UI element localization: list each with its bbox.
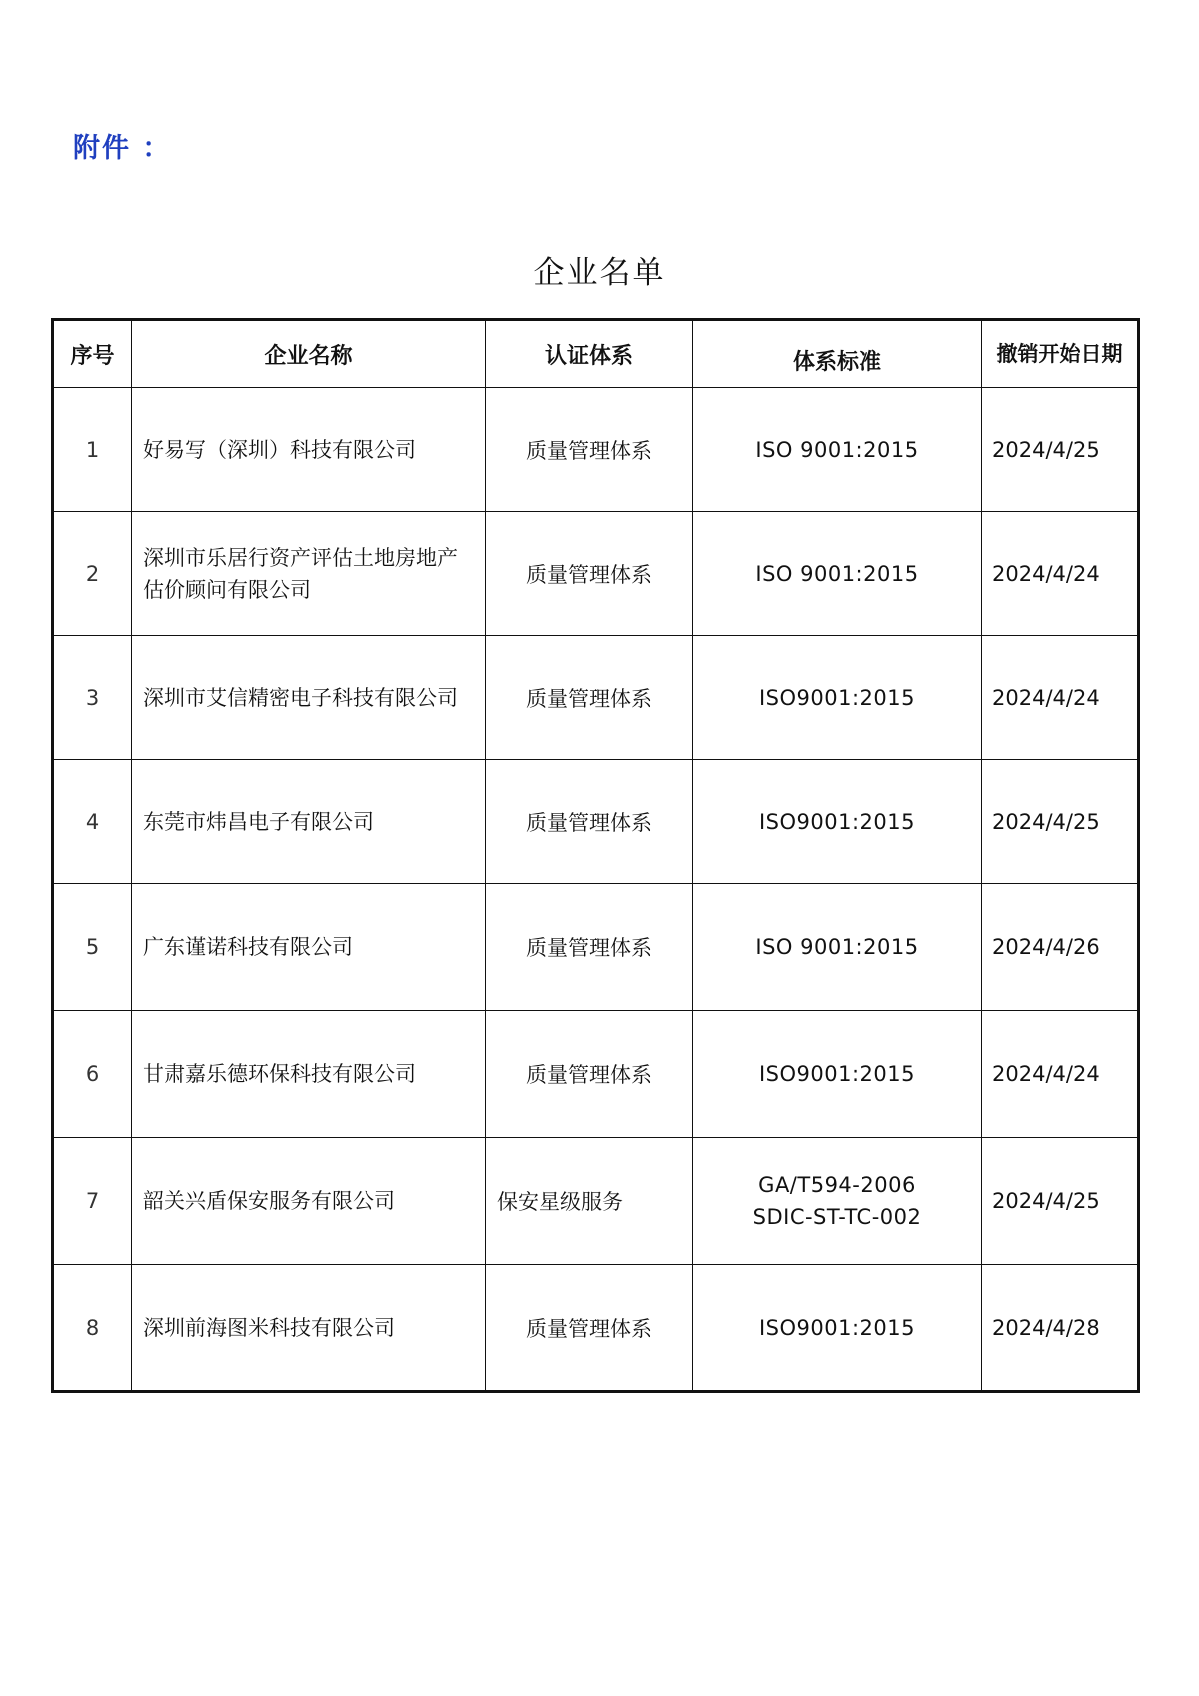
cell-serial-number: 3 — [53, 636, 132, 760]
cell-revocation-date: 2024/4/26 — [982, 884, 1139, 1011]
cell-company-name: 深圳市乐居行资产评估土地房地产估价顾问有限公司 — [132, 512, 486, 636]
table-body — [53, 388, 1139, 1392]
page-title: 企业名单 — [533, 255, 666, 291]
table-row — [53, 884, 1139, 1011]
cell-revocation-date: 2024/4/25 — [982, 760, 1139, 884]
header-system-standard: 体系标准 — [693, 320, 982, 388]
cell-certification-system: 质量管理体系 — [486, 884, 693, 1011]
cell-company-name: 东莞市炜昌电子有限公司 — [132, 760, 486, 884]
cell-revocation-date: 2024/4/24 — [982, 636, 1139, 760]
cell-system-standard — [693, 1011, 982, 1138]
cell-system-standard — [693, 1265, 982, 1392]
cell-serial-number: 2 — [53, 512, 132, 636]
cell-system-standard — [693, 884, 982, 1011]
cell-certification-system: 质量管理体系 — [486, 636, 693, 760]
cell-serial-number: 6 — [53, 1011, 132, 1138]
cell-company-name: 广东谨诺科技有限公司 — [132, 884, 486, 1011]
cell-system-standard — [693, 1138, 982, 1265]
cell-revocation-date: 2024/4/24 — [982, 512, 1139, 636]
company-list-table — [51, 318, 1140, 1393]
table-header-row — [53, 320, 1139, 388]
standard-code: ISO9001:2015 — [758, 809, 915, 834]
table-row — [53, 388, 1139, 512]
cell-serial-number: 1 — [53, 388, 132, 512]
cell-system-standard — [693, 636, 982, 760]
standard-code: GA/T594-2006 — [758, 1173, 916, 1197]
table-row — [53, 1265, 1139, 1392]
cell-revocation-date: 2024/4/25 — [982, 388, 1139, 512]
cell-revocation-date: 2024/4/24 — [982, 1011, 1139, 1138]
cell-system-standard — [693, 760, 982, 884]
standard-code: ISO9001:2015 — [758, 1062, 915, 1086]
header-serial-number: 序号 — [53, 320, 132, 388]
table-row — [53, 512, 1139, 636]
header-revocation-start-date: 撤销开始日期 — [982, 320, 1139, 388]
cell-revocation-date: 2024/4/28 — [982, 1265, 1139, 1392]
header-certification-system: 认证体系 — [486, 320, 693, 388]
cell-certification-system: 质量管理体系 — [486, 760, 693, 884]
cell-system-standard — [693, 512, 982, 636]
cell-company-name: 好易写（深圳）科技有限公司 — [132, 388, 486, 512]
cell-system-standard — [693, 388, 982, 512]
cell-serial-number: 4 — [53, 760, 132, 884]
standard-code: ISO 9001:2015 — [755, 561, 919, 586]
table-row — [53, 760, 1139, 884]
table-row — [53, 1138, 1139, 1265]
attachment-label: 附件 ： — [73, 133, 172, 164]
cell-revocation-date: 2024/4/25 — [982, 1138, 1139, 1265]
header-company-name: 企业名称 — [132, 320, 486, 388]
standard-code: SDIC-ST-TC-002 — [752, 1205, 922, 1229]
cell-certification-system: 质量管理体系 — [486, 1265, 693, 1392]
cell-certification-system: 质量管理体系 — [486, 1011, 693, 1138]
cell-certification-system: 质量管理体系 — [486, 388, 693, 512]
standard-code: ISO 9001:2015 — [755, 935, 919, 959]
cell-company-name: 深圳前海图米科技有限公司 — [132, 1265, 486, 1392]
cell-serial-number: 5 — [53, 884, 132, 1011]
table-row — [53, 1011, 1139, 1138]
cell-serial-number: 8 — [53, 1265, 132, 1392]
cell-company-name: 深圳市艾信精密电子科技有限公司 — [132, 636, 486, 760]
cell-company-name: 甘肃嘉乐德环保科技有限公司 — [132, 1011, 486, 1138]
cell-certification-system: 保安星级服务 — [486, 1138, 693, 1265]
cell-certification-system: 质量管理体系 — [486, 512, 693, 636]
cell-company-name: 韶关兴盾保安服务有限公司 — [132, 1138, 486, 1265]
cell-serial-number: 7 — [53, 1138, 132, 1265]
standard-code: ISO9001:2015 — [758, 685, 915, 710]
standard-code: ISO9001:2015 — [758, 1315, 915, 1340]
table-row — [53, 636, 1139, 760]
standard-code: ISO 9001:2015 — [755, 437, 919, 462]
